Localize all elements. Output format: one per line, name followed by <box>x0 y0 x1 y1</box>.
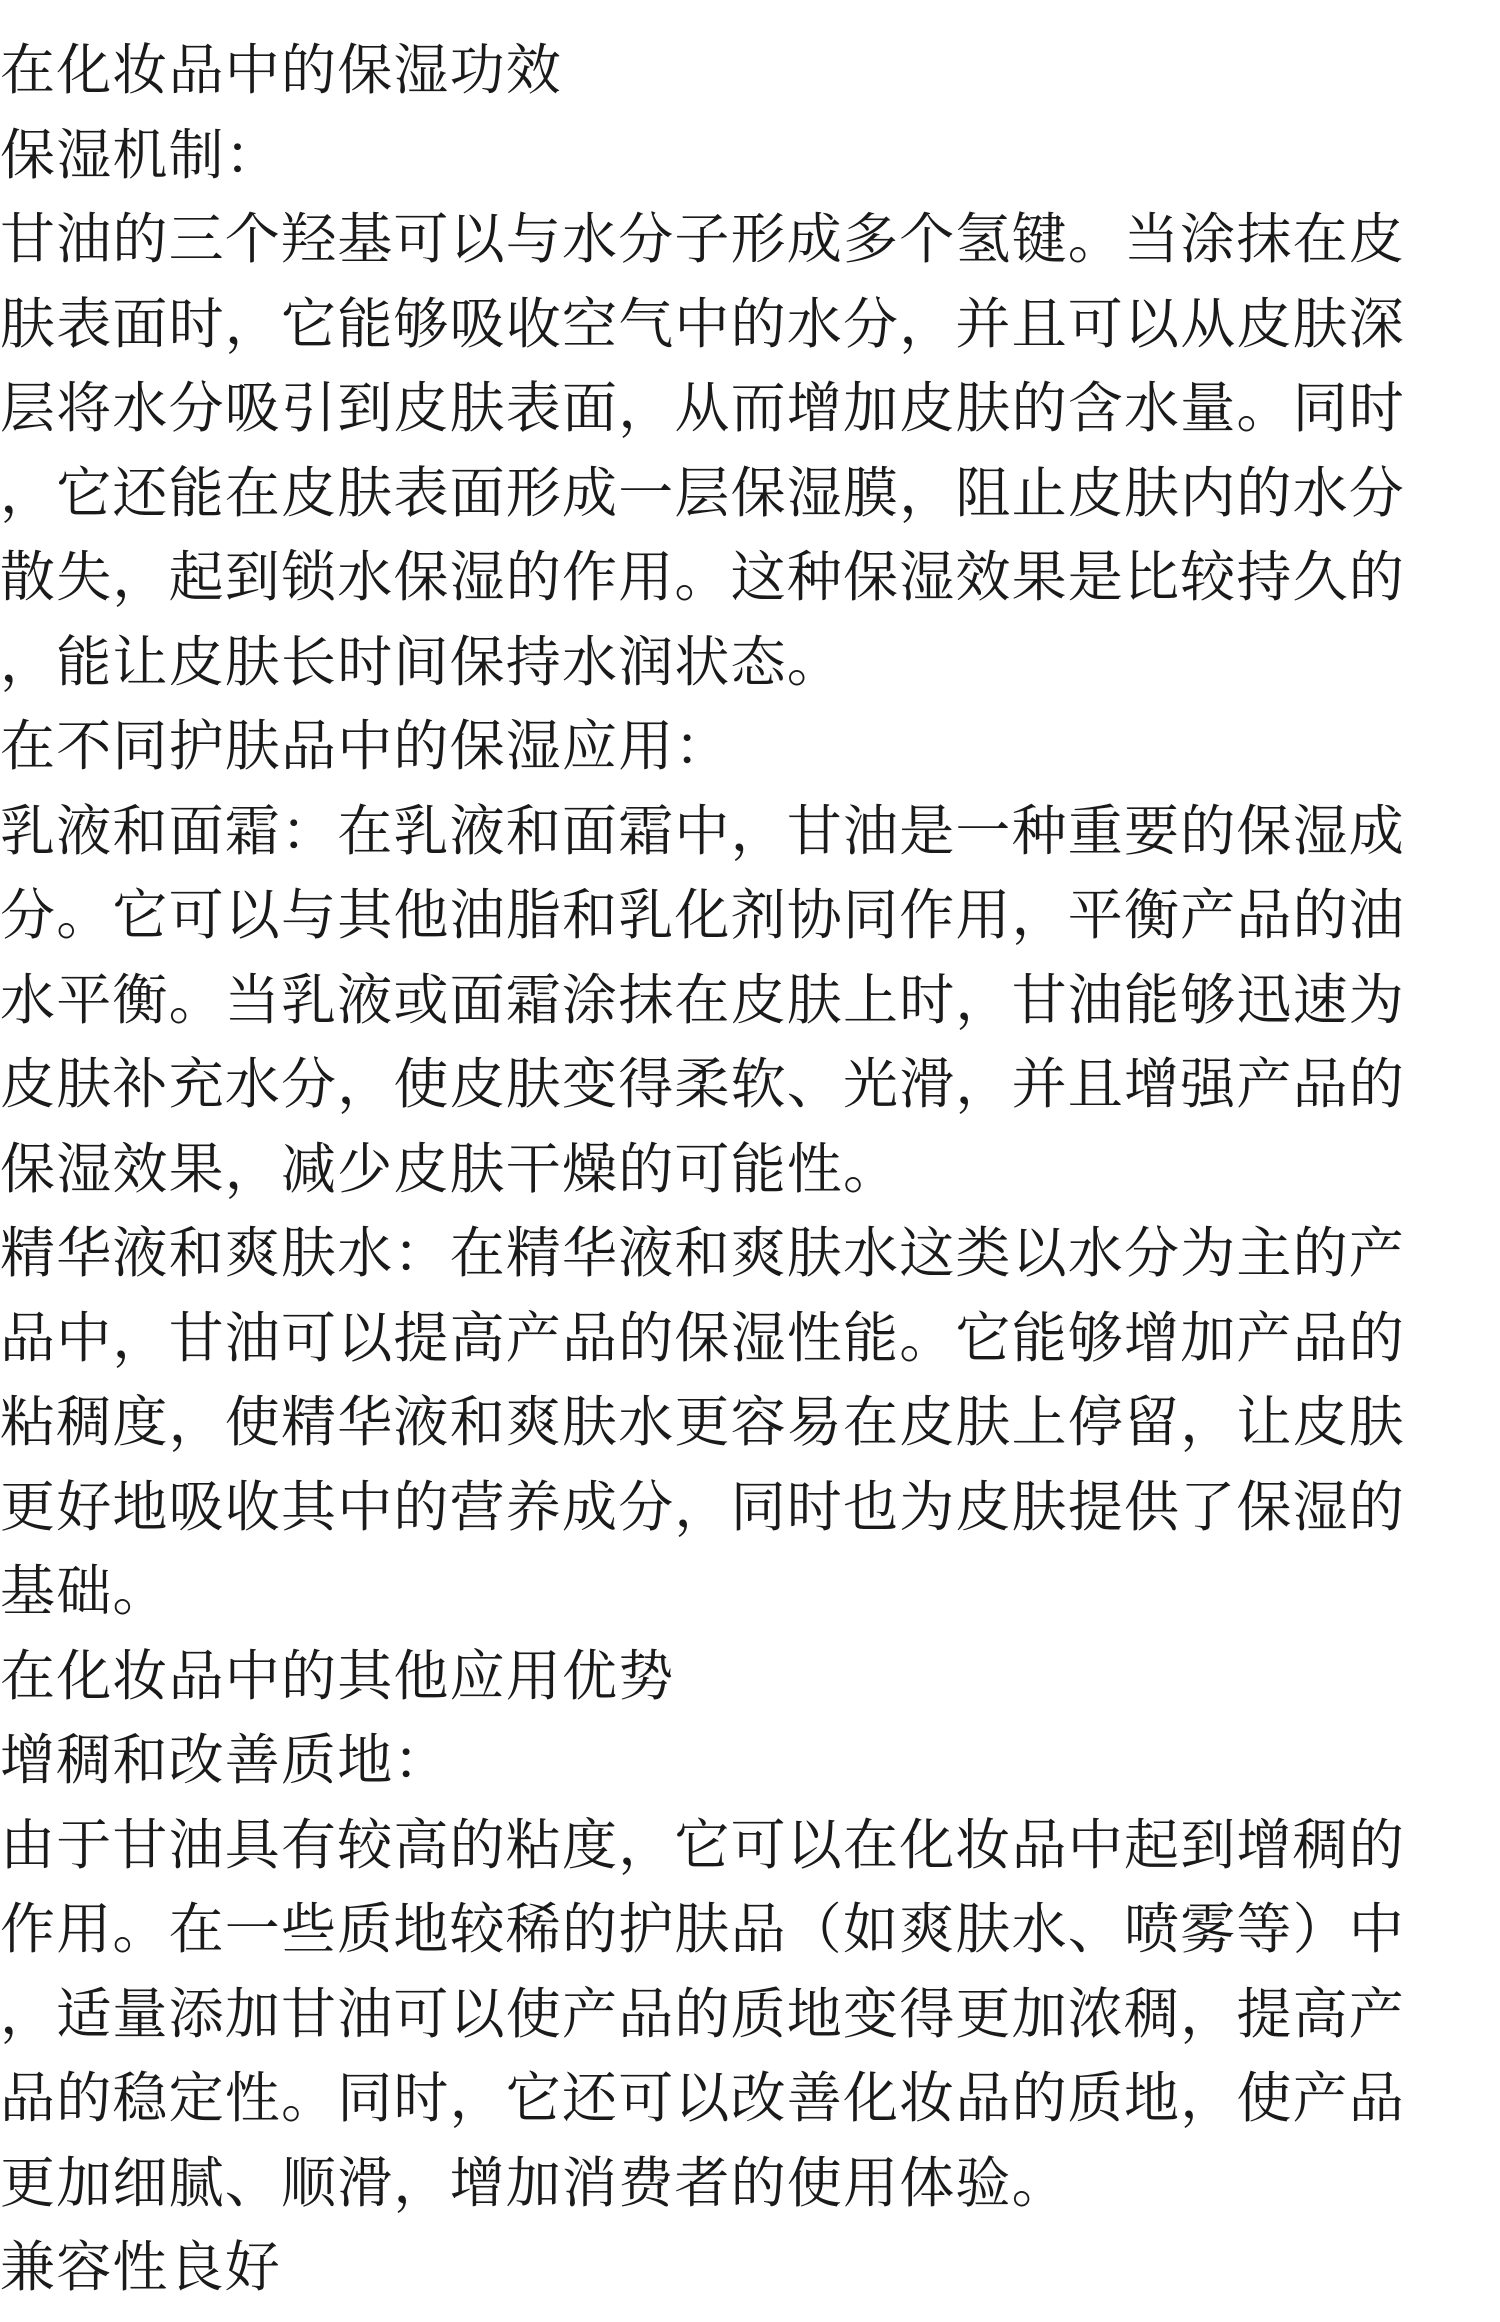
paragraph-line: 粘稠度，使精华液和爽肤水更容易在皮肤上停留，让皮肤 <box>0 1390 1406 1454</box>
paragraph-line: 更好地吸收其中的营养成分，同时也为皮肤提供了保湿的 <box>0 1474 1406 1539</box>
paragraph-line: ，它还能在皮肤表面形成一层保湿膜，阻止皮肤内的水分 <box>0 460 1406 525</box>
paragraph-line: 皮肤补充水分，使皮肤变得柔软、光滑，并且增强产品的 <box>0 1052 1406 1116</box>
paragraph-line: 更加细腻、顺滑，增加消费者的使用体验。 <box>0 2150 1068 2215</box>
paragraph-line: 精华液和爽肤水：在精华液和爽肤水这类以水分为主的产 <box>0 1221 1406 1285</box>
paragraph-line: 乳液和面霜：在乳液和面霜中，甘油是一种重要的保湿成 <box>0 798 1406 863</box>
subheading: 增稠和改善质地： <box>0 1728 450 1792</box>
paragraph-line: 基础。 <box>0 1559 169 1623</box>
paragraph-line: 品的稳定性。同时，它还可以改善化妆品的质地，使产品 <box>0 2066 1406 2130</box>
paragraph-line: 肤表面时，它能够吸收空气中的水分，并且可以从皮肤深 <box>0 291 1406 356</box>
subheading: 在不同护肤品中的保湿应用： <box>0 714 731 778</box>
paragraph-line: 分。它可以与其他油脂和乳化剂协同作用，平衡产品的油 <box>0 883 1406 947</box>
paragraph-line: 甘油的三个羟基可以与水分子形成多个氢键。当涂抹在皮 <box>0 207 1406 271</box>
paragraph-line: ，适量添加甘油可以使产品的质地变得更加浓稠，提高产 <box>0 1981 1406 2046</box>
paragraph-line: 散失，起到锁水保湿的作用。这种保湿效果是比较持久的 <box>0 545 1406 609</box>
article-body <box>0 28 1440 2310</box>
subheading: 保湿机制： <box>0 122 282 187</box>
paragraph-line: 品中，甘油可以提高产品的保湿性能。它能够增加产品的 <box>0 1305 1406 1370</box>
paragraph-line: ，能让皮肤长时间保持水润状态。 <box>0 629 844 694</box>
section-heading: 在化妆品中的其他应用优势 <box>0 1643 675 1708</box>
paragraph-line: 作用。在一些质地较稀的护肤品（如爽肤水、喷雾等）中 <box>0 1897 1406 1961</box>
subheading: 兼容性良好 <box>0 2235 282 2299</box>
paragraph-line: 由于甘油具有较高的粘度，它可以在化妆品中起到增稠的 <box>0 1812 1406 1877</box>
paragraph-line: 层将水分吸引到皮肤表面，从而增加皮肤的含水量。同时 <box>0 376 1406 440</box>
paragraph-line: 保湿效果，减少皮肤干燥的可能性。 <box>0 1136 900 1201</box>
section-heading: 在化妆品中的保湿功效 <box>0 38 563 102</box>
paragraph-line: 水平衡。当乳液或面霜涂抹在皮肤上时，甘油能够迅速为 <box>0 967 1406 1032</box>
